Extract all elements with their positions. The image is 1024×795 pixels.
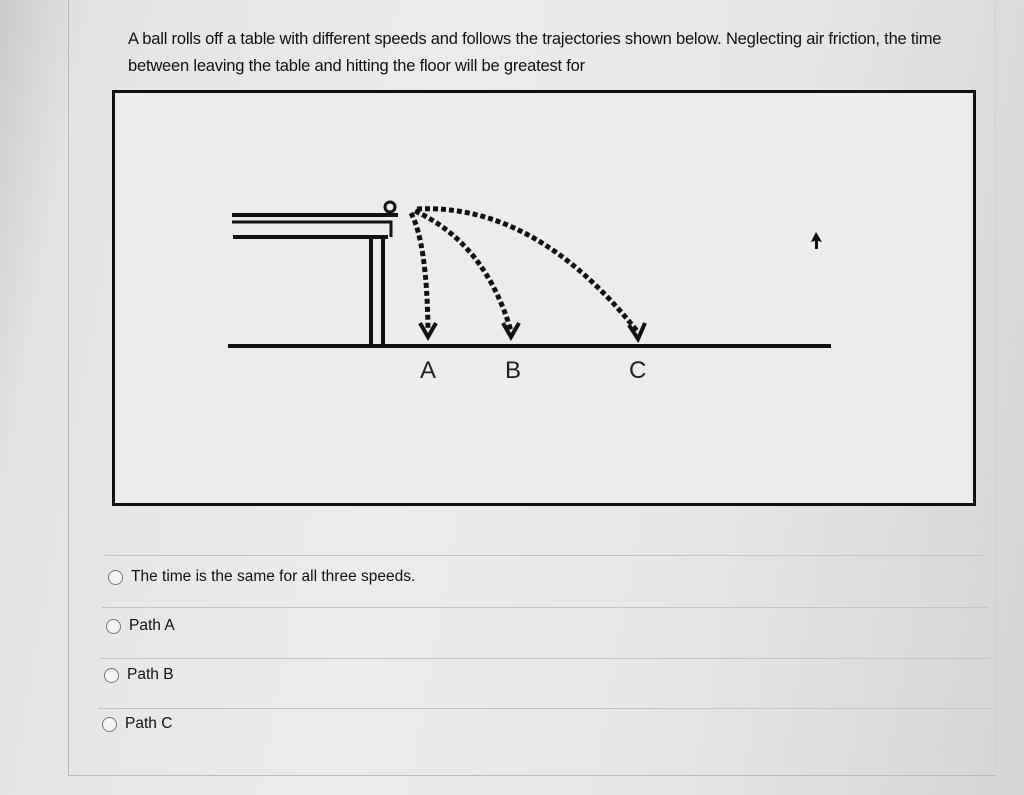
label-c: C: [629, 357, 647, 384]
option-path-c[interactable]: [102, 715, 172, 733]
trajectory-figure: [112, 90, 976, 506]
option-label: Path B: [127, 666, 174, 683]
trajectory-c: [417, 209, 637, 331]
option-label: Path C: [125, 715, 173, 732]
arrowhead-c: [629, 323, 645, 339]
option-path-a[interactable]: [106, 617, 175, 635]
question-text: A ball rolls off a table with different speeds and follows the trajectories shown below. Neglecting air friction, the time between leaving the table and hitting the floor will be greatest for: [128, 30, 942, 75]
ball: [385, 202, 395, 212]
radio-button[interactable]: [104, 668, 119, 683]
option-label: The time is the same for all three speeds.: [131, 568, 416, 585]
divider: [100, 658, 990, 659]
radio-button[interactable]: [102, 717, 117, 732]
radio-button[interactable]: [108, 570, 123, 585]
radio-button[interactable]: [106, 619, 121, 634]
divider: [104, 555, 986, 556]
divider: [98, 708, 992, 709]
option-path-b[interactable]: [104, 666, 174, 684]
option-same-time[interactable]: [108, 568, 415, 586]
trajectory-b: [415, 211, 511, 331]
divider: [102, 607, 988, 608]
trajectory-diagram: [115, 93, 973, 503]
option-label: Path A: [129, 617, 175, 634]
trajectory-a: [411, 213, 428, 331]
label-a: A: [420, 357, 437, 384]
mouse-cursor-icon: [810, 232, 824, 250]
label-b: B: [505, 357, 522, 384]
